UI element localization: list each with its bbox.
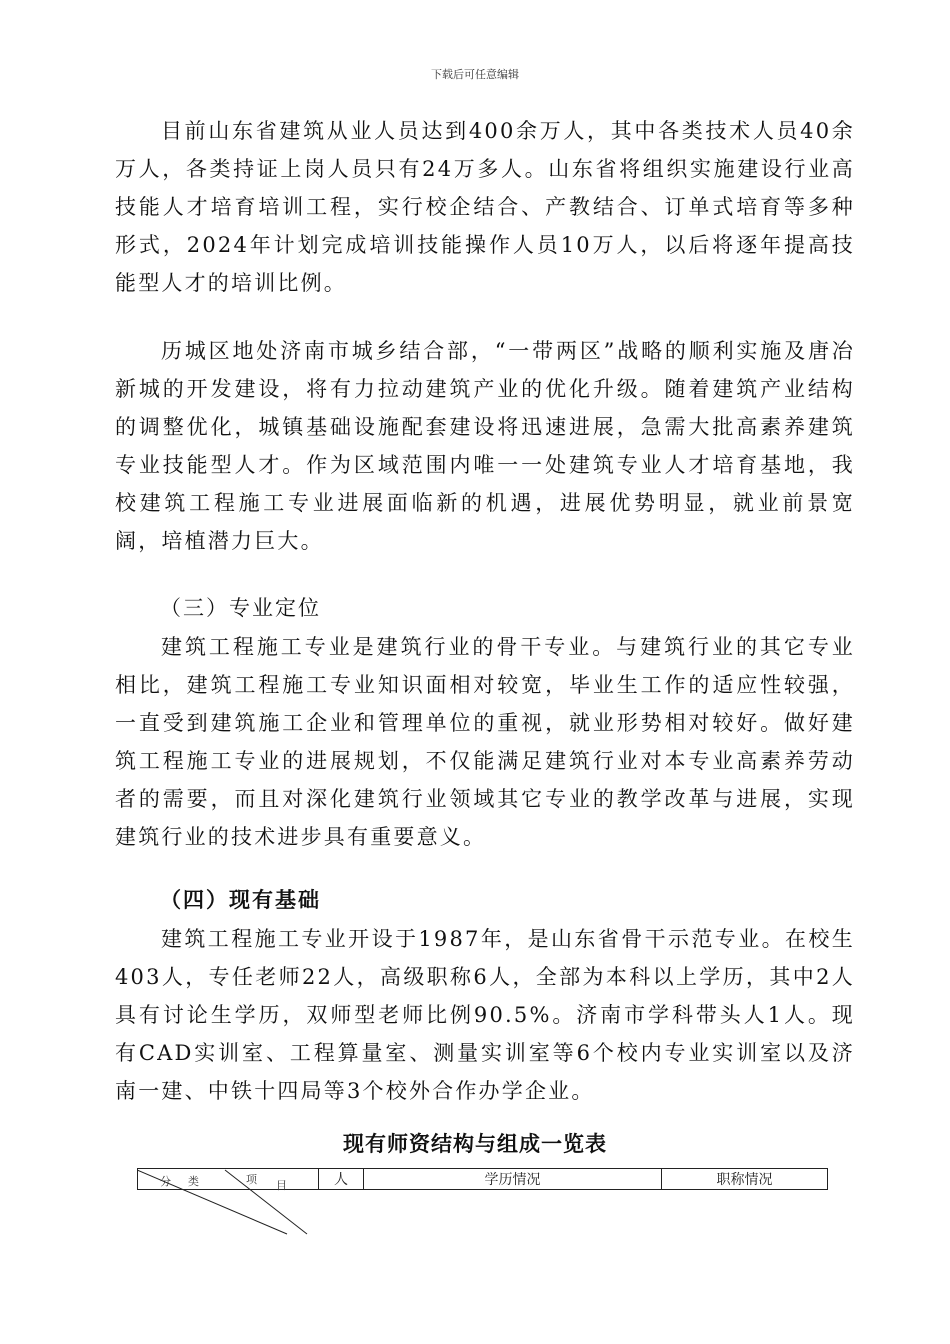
paragraph-foundation: 建筑工程施工专业开设于1987年，是山东省骨干示范专业。在校生403人，专任老师22人，高级职称6人，全部为本科以上学历，其中2人具有讨论生学历，双师型老师比例90.5%。济南市学科带头人1人。现有CAD实训室、工程算量室、测量实训室等6个校内专业实训室以及济南一建、中铁十四局等3个校外合作办学企业。 <box>115 927 855 1103</box>
corner-label-lei: 类 <box>188 1175 199 1188</box>
column-header-people: 人 <box>319 1169 364 1190</box>
diagonal-line-1 <box>137 1170 287 1234</box>
paragraph-district: 历城区地处济南市城乡结合部，“一带两区”战略的顺利实施及唐冶新城的开发建设，将有力拉动建筑产业的优化升级。随着建筑产业结构的调整优化，城镇基础设施配套建设将迅速进展，急需大批高素养建筑专业技能型人才。作为区域范围内唯一一处建筑专业人才培育基地，我校建筑工程施工专业进展面临新的机遇，进展优势明显，就业前景宽阔，培植潜力巨大。 <box>115 339 855 553</box>
column-header-education: 学历情况 <box>364 1169 662 1190</box>
column-header-title: 职称情况 <box>662 1169 828 1190</box>
paragraph-positioning: 建筑工程施工专业是建筑行业的骨干专业。与建筑行业的其它专业相比，建筑工程施工专业知识面相对较宽，毕业生工作的适应性较强，一直受到建筑施工企业和管理单位的重视，就业形势相对较好。做好建筑工程施工专业的进展规划，不仅能满足建筑行业对本专业高素养劳动者的需要，而且对深化建筑行业领域其它专业的教学改革与进展，实现建筑行业的技术进步具有重要意义。 <box>115 635 855 849</box>
corner-diagonal-lines <box>137 1168 337 1238</box>
corner-label-xiang: 项 <box>246 1173 257 1186</box>
table-title: 现有师资结构与组成一览表 <box>343 1132 607 1156</box>
section-heading-positioning: （三）专业定位 <box>160 596 321 620</box>
header-note: 下载后可任意编辑 <box>431 68 519 81</box>
paragraph-employment: 目前山东省建筑从业人员达到400余万人，其中各类技术人员40余万人，各类持证上岗人员只有24万多人。山东省将组织实施建设行业高技能人才培育培训工程，实行校企结合、产教结合、订单式培育等多种形式，2024年计划完成培训技能操作人员10万人，以后将逐年提高技能型人才的培训比例。 <box>115 119 855 295</box>
corner-label-fen: 分 <box>160 1175 171 1188</box>
diagonal-line-2 <box>225 1170 307 1234</box>
section-heading-foundation: （四）现有基础 <box>160 888 321 912</box>
corner-label-mu: 目 <box>276 1179 287 1192</box>
